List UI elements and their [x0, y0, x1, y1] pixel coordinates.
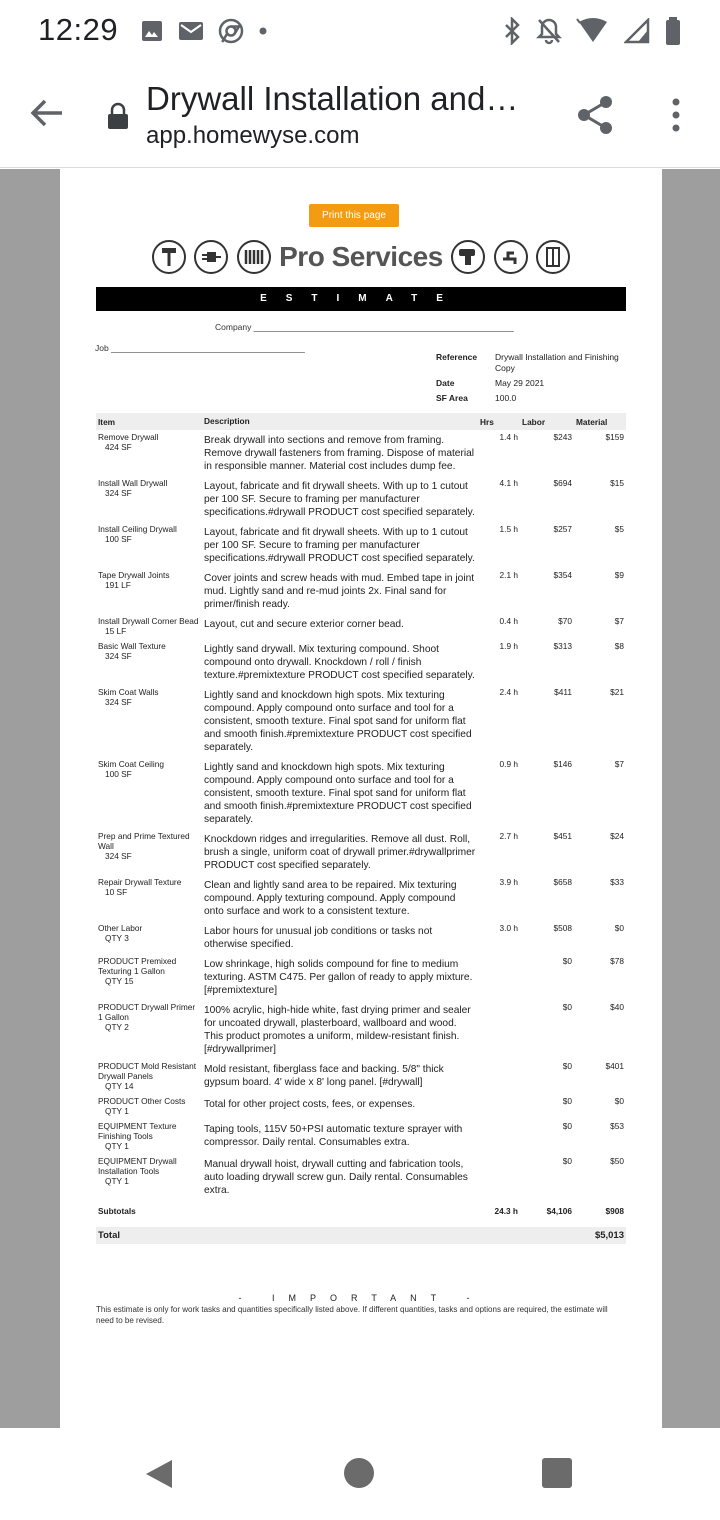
page-viewport[interactable] — [0, 169, 720, 1428]
item-material: $50 — [610, 1156, 624, 1166]
item-description: Layout, fabricate and fit drywall sheets. With up to 1 cutout per 100 SF. Secure to framing per manufacturer specifications.#drywall PRODUCT cost specified separately. — [204, 481, 475, 518]
item-quantity: 100 SF — [105, 534, 132, 544]
brand-header — [152, 237, 570, 277]
item-quantity: QTY 1 — [105, 1106, 129, 1116]
item-quantity: QTY 1 — [105, 1176, 129, 1186]
estimate-meta — [436, 352, 636, 408]
dot-icon — [258, 26, 268, 36]
job-field: Job _________________________________________ — [95, 343, 305, 353]
item-material: $0 — [614, 1096, 624, 1106]
item-cell — [96, 757, 202, 829]
table-row — [96, 757, 626, 829]
item-description: Low shrinkage, high solids compound for fine to medium texturing. ASTM C475. Per gallon of ready to apply mixture. [#premixtexture] — [204, 959, 473, 996]
subtotal-labor: $4,106 — [546, 1206, 572, 1216]
item-description: Mold resistant, fiberglass face and backing. 5/8" thick gypsum board. 4' wide x 8' long panel. [#drywall] — [204, 1064, 444, 1088]
date-label: Date — [436, 378, 455, 388]
item-hours: 2.1 h — [499, 570, 518, 580]
share-icon[interactable] — [574, 94, 616, 136]
browser-app-bar — [0, 62, 720, 168]
item-cell — [96, 954, 202, 1000]
battery-icon — [664, 16, 682, 46]
item-name: PRODUCT Mold Resistant Drywall Panels — [98, 1061, 197, 1081]
item-description: Lightly sand and knockdown high spots. Mix texturing compound. Apply compound onto surface and tool for a consistent, smooth texture. Final spot sand for uniform flat and smooth finish.#premixtexture PRODUCT cost specified separately. — [204, 762, 472, 825]
item-cell — [96, 685, 202, 757]
item-cell — [96, 639, 202, 685]
table-row — [96, 829, 626, 875]
item-material: $40 — [610, 1002, 624, 1012]
item-quantity: 10 SF — [105, 887, 128, 897]
company-field: Company _______________________________________________________ — [215, 322, 514, 332]
item-hours: 0.4 h — [499, 616, 518, 626]
item-quantity: 424 SF — [105, 442, 132, 452]
item-description: Manual drywall hoist, drywall cutting and fabrication tools, auto loading drywall screw gun. Daily rental. Consumables extra. — [204, 1159, 468, 1196]
item-name: Prep and Prime Textured Wall — [98, 831, 190, 851]
item-name: EQUIPMENT Texture Finishing Tools — [98, 1121, 177, 1141]
header-labor: Labor — [520, 413, 574, 430]
system-nav-bar — [0, 1428, 720, 1520]
item-hours: 3.0 h — [499, 923, 518, 933]
back-arrow-icon[interactable] — [26, 92, 68, 134]
more-options-icon[interactable] — [664, 94, 688, 136]
drill-icon — [451, 240, 485, 274]
nav-back-icon[interactable] — [144, 1458, 174, 1490]
item-name: PRODUCT Premixed Texturing 1 Gallon — [98, 956, 177, 976]
system-icons — [502, 16, 682, 46]
item-cell — [96, 522, 202, 568]
item-material: $8 — [614, 641, 624, 651]
lock-icon — [106, 102, 130, 130]
table-row — [96, 875, 626, 921]
item-hours: 4.1 h — [499, 478, 518, 488]
item-cell — [96, 614, 202, 639]
item-name: EQUIPMENT Drywall Installation Tools — [98, 1156, 177, 1176]
item-labor: $411 — [554, 687, 572, 697]
item-material: $21 — [610, 687, 624, 697]
table-row — [96, 1119, 626, 1154]
item-labor: $0 — [562, 1061, 572, 1071]
item-name: Skim Coat Walls — [98, 687, 159, 697]
header-item: Item — [96, 413, 202, 430]
item-material: $5 — [614, 524, 624, 534]
item-labor: $313 — [553, 641, 572, 651]
item-labor: $508 — [553, 923, 572, 933]
item-material: $78 — [610, 956, 624, 966]
item-material: $15 — [610, 478, 624, 488]
nav-recents-icon[interactable] — [542, 1458, 572, 1488]
item-quantity: 324 SF — [105, 488, 132, 498]
item-name: Install Wall Drywall — [98, 478, 168, 488]
item-labor: $257 — [553, 524, 572, 534]
item-description: Break drywall into sections and remove from framing. Remove drywall fasteners from framing. Dispose of material in responsible manner. Material cost includes dump fee. — [204, 435, 475, 472]
item-description: Clean and lightly sand area to be repaired. Mix texturing compound. Apply texturing compound. Apply compound onto surface and work to a consistent texture. — [204, 880, 457, 917]
table-row — [96, 614, 626, 639]
item-hours — [478, 954, 520, 1000]
bluetooth-icon — [502, 17, 522, 45]
subtotal-label: Subtotals — [98, 1206, 136, 1216]
item-material: $33 — [610, 877, 624, 887]
mute-icon — [536, 17, 562, 45]
item-quantity: 324 SF — [105, 651, 132, 661]
sf-area-value: 100.0 — [495, 393, 517, 403]
table-row — [96, 476, 626, 522]
item-quantity: QTY 2 — [105, 1022, 129, 1032]
sf-area-label: SF Area — [436, 393, 468, 403]
status-time: 12:29 — [38, 12, 119, 47]
item-labor: $0 — [562, 1121, 572, 1131]
door-icon — [536, 240, 570, 274]
item-hours: 2.4 h — [499, 687, 518, 697]
estimate-title-bar: ESTIMATE — [96, 287, 626, 311]
item-name: Skim Coat Ceiling — [98, 759, 164, 769]
notification-icons — [140, 18, 268, 44]
table-row — [96, 639, 626, 685]
item-cell — [96, 1154, 202, 1200]
important-heading: - IMPORTANT - — [238, 1293, 484, 1303]
header-hrs: Hrs — [478, 413, 520, 430]
table-row — [96, 1154, 626, 1200]
item-name: Basic Wall Texture — [98, 641, 166, 651]
item-description: Taping tools, 115V 50+PSI automatic texture sprayer with compressor. Daily rental. Consumables extra. — [204, 1124, 463, 1148]
brand-name: Pro Services — [279, 241, 443, 272]
important-note: This estimate is only for work tasks and quantities specifically listed above. If different quantities, tasks and options are required, the estimate will need to be revised. — [96, 1305, 608, 1325]
table-row — [96, 685, 626, 757]
item-material: $9 — [614, 570, 624, 580]
item-labor: $70 — [558, 616, 572, 626]
item-labor: $0 — [562, 956, 572, 966]
table-row — [96, 522, 626, 568]
header-material: Material — [574, 413, 626, 430]
subtotal-hrs: 24.3 h — [494, 1206, 518, 1216]
item-labor: $0 — [562, 1156, 572, 1166]
item-quantity: QTY 14 — [105, 1081, 134, 1091]
item-description: Layout, cut and secure exterior corner bead. — [204, 619, 404, 630]
item-quantity: 324 SF — [105, 697, 132, 707]
item-hours — [478, 1119, 520, 1154]
item-hours — [478, 1094, 520, 1119]
item-quantity: 15 LF — [105, 626, 127, 636]
item-description: Total for other project costs, fees, or expenses. — [204, 1099, 416, 1110]
item-cell — [96, 829, 202, 875]
header-description: Description — [202, 413, 478, 430]
item-hours — [478, 1154, 520, 1200]
table-row — [96, 568, 626, 614]
item-material: $401 — [605, 1061, 624, 1071]
item-labor: $451 — [553, 831, 572, 841]
table-header-row — [96, 413, 626, 430]
reference-value: Drywall Installation and Finishing Copy — [495, 352, 619, 373]
item-name: Tape Drywall Joints — [98, 570, 170, 580]
item-labor: $146 — [553, 759, 572, 769]
page-title: Drywall Installation and… — [146, 80, 519, 117]
paint-roller-icon — [152, 240, 186, 274]
item-material: $7 — [614, 759, 624, 769]
subtotal-row — [96, 1200, 626, 1219]
item-cell — [96, 875, 202, 921]
item-cell — [96, 476, 202, 522]
item-labor: $694 — [553, 478, 572, 488]
date-value: May 29 2021 — [495, 378, 545, 388]
item-name: Remove Drywall — [98, 432, 159, 442]
item-description: 100% acrylic, high-hide white, fast drying primer and sealer for uncoated drywall, plasterboard, wallboard and wood. This product promotes a uniform, mildew-resistant finish. [#drywallprimer] — [204, 1005, 471, 1055]
item-labor: $243 — [553, 432, 572, 442]
item-hours — [478, 1059, 520, 1094]
item-cell — [96, 921, 202, 954]
plug-icon — [194, 240, 228, 274]
item-quantity: QTY 1 — [105, 1141, 129, 1151]
item-cell — [96, 1094, 202, 1119]
table-row — [96, 954, 626, 1000]
item-description: Layout, fabricate and fit drywall sheets. With up to 1 cutout per 100 SF. Secure to framing per manufacturer specifications.#drywall PRODUCT cost specified separately. — [204, 527, 475, 564]
item-hours: 1.5 h — [499, 524, 518, 534]
item-labor: $658 — [553, 877, 572, 887]
item-hours: 0.9 h — [499, 759, 518, 769]
estimate-document — [60, 169, 662, 1428]
item-name: Other Labor — [98, 923, 143, 933]
item-material: $7 — [614, 616, 624, 626]
print-button[interactable]: Print this page — [309, 204, 399, 227]
item-labor: $0 — [562, 1002, 572, 1012]
table-row — [96, 1000, 626, 1059]
item-quantity: 191 LF — [105, 580, 131, 590]
item-description: Lightly sand and knockdown high spots. Mix texturing compound. Apply compound onto surface and tool for a consistent, smooth texture. Final spot sand for uniform flat and smooth finish.#premixtexture PRODUCT cost specified separately. — [204, 690, 472, 753]
item-name: Repair Drywall Texture — [98, 877, 182, 887]
table-row — [96, 1059, 626, 1094]
item-description: Labor hours for unusual job conditions or tasks not otherwise specified. — [204, 926, 433, 950]
item-material: $0 — [614, 923, 624, 933]
item-cell — [96, 568, 202, 614]
total-label: Total — [96, 1227, 202, 1244]
item-name: PRODUCT Drywall Primer 1 Gallon — [98, 1002, 196, 1022]
item-hours: 1.4 h — [499, 432, 518, 442]
item-labor: $0 — [562, 1096, 572, 1106]
item-quantity: QTY 15 — [105, 976, 134, 986]
item-material: $53 — [610, 1121, 624, 1131]
page-url[interactable]: app.homewyse.com — [146, 122, 360, 149]
mail-icon — [178, 20, 204, 42]
estimate-table — [96, 413, 626, 1244]
item-labor: $354 — [553, 570, 572, 580]
reference-label: Reference — [436, 352, 478, 362]
item-cell — [96, 1059, 202, 1094]
subtotal-material: $908 — [605, 1206, 624, 1216]
item-description: Knockdown ridges and irregularities. Remove all dust. Roll, brush a single, uniform coat of drywall primer.#drywallprimer PRODUCT cost specified separately. — [204, 834, 476, 871]
item-quantity: QTY 3 — [105, 933, 129, 943]
table-row — [96, 430, 626, 476]
gallery-icon — [140, 19, 164, 43]
item-name: PRODUCT Other Costs — [98, 1096, 186, 1106]
item-cell — [96, 430, 202, 476]
item-description: Cover joints and screw heads with mud. Embed tape in joint mud. Lightly sand and re-mud joints 2x. Final sand for primer/finish ready. — [204, 573, 475, 610]
nav-home-icon[interactable] — [344, 1458, 374, 1488]
status-bar — [0, 0, 720, 62]
signal-icon — [624, 18, 650, 44]
item-cell — [96, 1000, 202, 1059]
chrome-icon — [218, 18, 244, 44]
table-body — [96, 430, 626, 1200]
item-description: Lightly sand drywall. Mix texturing compound. Shoot compound onto drywall. Knockdown / roll / finish texture.#premixtexture PRODUCT cost specified separately. — [204, 644, 475, 681]
item-quantity: 324 SF — [105, 851, 132, 861]
total-row — [96, 1227, 626, 1244]
total-value: $5,013 — [574, 1227, 626, 1244]
item-quantity: 100 SF — [105, 769, 132, 779]
table-row — [96, 1094, 626, 1119]
faucet-icon — [494, 240, 528, 274]
radiator-icon — [237, 240, 271, 274]
item-material: $159 — [605, 432, 624, 442]
item-name: Install Drywall Corner Bead — [98, 616, 199, 626]
wifi-icon — [576, 18, 610, 44]
item-hours: 1.9 h — [499, 641, 518, 651]
item-cell — [96, 1119, 202, 1154]
item-hours: 2.7 h — [499, 831, 518, 841]
item-material: $24 — [610, 831, 624, 841]
table-row — [96, 921, 626, 954]
item-hours: 3.9 h — [499, 877, 518, 887]
item-hours — [478, 1000, 520, 1059]
item-name: Install Ceiling Drywall — [98, 524, 177, 534]
